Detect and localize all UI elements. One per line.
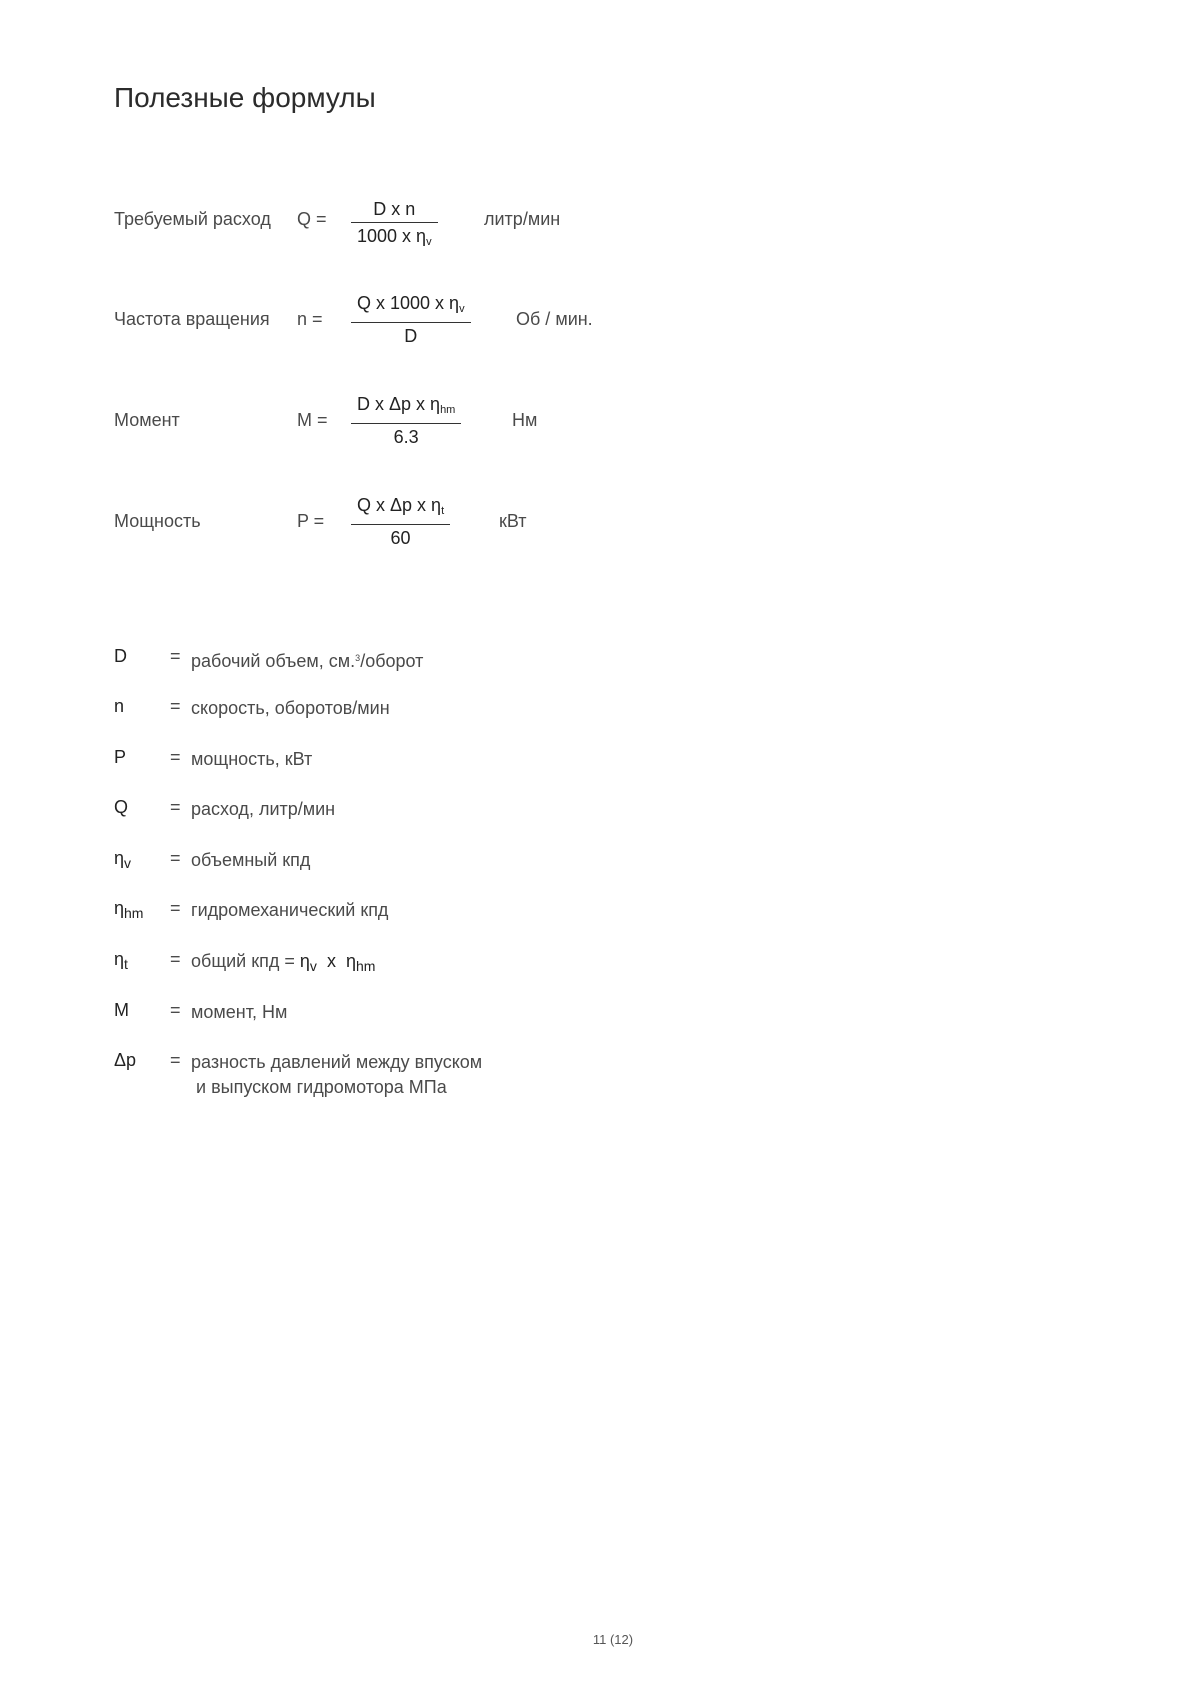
definition-symbol: Q (114, 797, 129, 817)
definition-text: объемный кпд (191, 850, 311, 870)
definition-symbol: Δp (114, 1050, 137, 1070)
definition-equals: = (170, 1050, 181, 1070)
definition-text: момент, Нм (191, 1002, 288, 1022)
definition-row (0, 1050, 1200, 1110)
definition-equals: = (170, 797, 181, 817)
definition-equals: = (170, 848, 181, 868)
definition-row (0, 898, 1200, 928)
formula-lhs: Q = (297, 209, 327, 229)
definition-text: гидромеханический кпд (191, 900, 389, 920)
denominator: 60 (390, 528, 411, 548)
definition-row (0, 646, 1200, 676)
denominator: 1000 x $\eta_v$ (357, 226, 432, 248)
denominator: D (404, 326, 418, 346)
formula-unit: Об / мин. (516, 309, 593, 329)
definition-symbol: D (114, 646, 127, 666)
definition-text: мощность, кВт (191, 749, 313, 769)
definition-row (0, 848, 1200, 878)
definition-symbol: M (114, 1000, 129, 1020)
definition-equals: = (170, 646, 181, 666)
definition-symbol: P (114, 747, 127, 767)
definition-symbol: $\eta_t$ (114, 949, 128, 972)
fraction (351, 492, 450, 551)
fraction (351, 391, 461, 450)
formula-label: Мощность (114, 511, 201, 531)
definition-text: разность давлений между впуском и выпуском гидромотора МПа (191, 1052, 483, 1097)
formula-unit: кВт (499, 511, 527, 531)
formula-torque (0, 391, 1200, 471)
definition-row (0, 949, 1200, 979)
definition-equals: = (170, 1000, 181, 1020)
formula-lhs: M = (297, 410, 328, 430)
formula-label: Момент (114, 410, 180, 430)
formula-power (0, 492, 1200, 572)
numerator: Q x 1000 x $\eta_v$ (357, 293, 465, 315)
definition-text: рабочий объем, см.$^3$/оборот (191, 651, 424, 671)
numerator: D x n (373, 199, 416, 219)
definition-row (0, 696, 1200, 726)
definition-text: скорость, оборотов/мин (191, 698, 390, 718)
definition-text: расход, литр/мин (191, 799, 336, 819)
page-title: Полезные формулы (114, 82, 376, 113)
definition-text: общий кпд = $\eta_v$ x $\eta_{hm}$ (191, 951, 376, 974)
definition-equals: = (170, 949, 181, 969)
definition-symbol: $\eta_v$ (114, 848, 132, 871)
numerator: Q x Δp x $\eta_t$ (357, 495, 445, 517)
denominator: 6.3 (393, 427, 419, 447)
definition-symbol: $\eta_{hm}$ (114, 898, 144, 921)
fraction (351, 290, 471, 349)
formula-label: Требуемый расход (114, 209, 271, 229)
definition-equals: = (170, 747, 181, 767)
definition-row (0, 797, 1200, 827)
numerator: D x Δp x $\eta_{hm}$ (357, 394, 456, 416)
definition-equals: = (170, 696, 181, 716)
formula-speed (0, 290, 1200, 370)
formula-label: Частота вращения (114, 309, 270, 329)
formula-flow (0, 190, 1200, 270)
formula-unit: Нм (512, 410, 538, 430)
definition-equals: = (170, 898, 181, 918)
page-number: 11 (12) (592, 1632, 634, 1647)
formula-lhs: n = (297, 309, 323, 329)
fraction (351, 196, 438, 255)
definition-row (0, 747, 1200, 777)
formula-lhs: P = (297, 511, 325, 531)
definition-row (0, 1000, 1200, 1030)
definition-symbol: n (114, 696, 125, 716)
formula-unit: литр/мин (484, 209, 561, 229)
